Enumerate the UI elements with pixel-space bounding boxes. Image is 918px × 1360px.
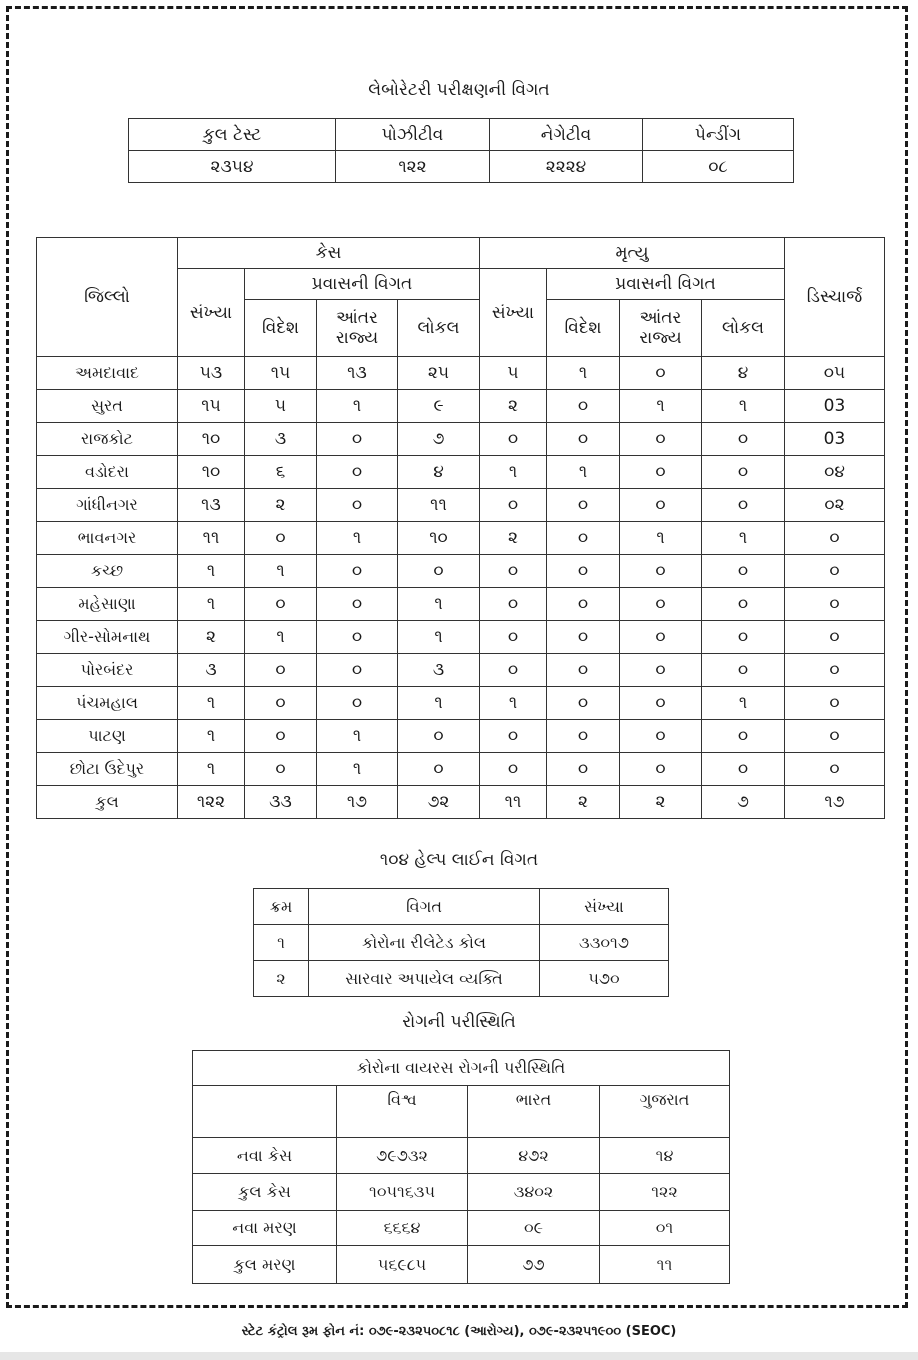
status-cell: ૭૭ [468, 1246, 600, 1284]
district-value-cell: ૦ [480, 555, 547, 588]
helpline-row [254, 925, 669, 961]
district-value-cell: ૭૨ [398, 786, 480, 819]
district-value-cell: ૦ [620, 423, 702, 456]
district-value-cell: ૧૫ [178, 390, 245, 423]
district-value-cell: ૦ [702, 621, 785, 654]
helpline-cell: સારવાર અપાયેલ વ્યક્તિ [309, 961, 540, 997]
district-value-cell: ૦ [480, 654, 547, 687]
disease-title: રોગની પરીસ્થિતિ [402, 1012, 516, 1032]
district-value-cell: ૦ [317, 423, 398, 456]
district-value-cell: ૦ [547, 522, 620, 555]
cases-local-header: લોકલ [398, 300, 480, 357]
district-value-cell: ૧૦ [178, 423, 245, 456]
district-value-cell: ૫ [480, 357, 547, 390]
district-value-cell: ૧૧ [178, 522, 245, 555]
district-value-cell: ૦ [317, 654, 398, 687]
district-value-cell: ૦ [480, 753, 547, 786]
district-value-cell: ૨ [480, 522, 547, 555]
district-value-cell: ૦ [702, 555, 785, 588]
district-value-cell: ૦ [702, 654, 785, 687]
district-value-cell: ૪ [702, 357, 785, 390]
status-table-title: કોરોના વાયરસ રોગની પરીસ્થિતિ [193, 1051, 730, 1086]
district-name-cell: સુરત [37, 390, 178, 423]
death-travel-header: પ્રવાસની વિગત [547, 269, 785, 300]
district-value-cell: ૦૨ [785, 489, 885, 522]
district-value-cell: ૨ [245, 489, 317, 522]
lab-results-table [128, 118, 794, 183]
district-value-cell: ૦ [620, 588, 702, 621]
district-name-cell: કુલ [37, 786, 178, 819]
district-value-cell: ૦ [620, 357, 702, 390]
district-value-cell: ૧ [317, 390, 398, 423]
district-name-cell: કચ્છ [37, 555, 178, 588]
district-value-cell: ૦૪ [785, 456, 885, 489]
district-value-cell: ૦ [702, 720, 785, 753]
district-row [37, 654, 885, 687]
district-name-cell: પોરબંદર [37, 654, 178, 687]
status-cell: નવા કેસ [193, 1138, 337, 1174]
district-value-cell: ૦ [785, 654, 885, 687]
cases-count-header: સંખ્યા [178, 269, 245, 357]
district-name-cell: ભાવનગર [37, 522, 178, 555]
death-local-header: લોકલ [702, 300, 785, 357]
status-cell: કુલ કેસ [193, 1174, 337, 1211]
district-value-cell: ૦ [245, 720, 317, 753]
district-value-cell: ૧ [178, 588, 245, 621]
district-value-cell: ૦ [480, 621, 547, 654]
district-value-cell: ૧૧ [480, 786, 547, 819]
district-value-cell: ૧૨૨ [178, 786, 245, 819]
district-value-cell: ૧ [317, 522, 398, 555]
district-value-cell: ૦ [702, 456, 785, 489]
district-value-cell: ૧૩ [317, 357, 398, 390]
disease-status-table [192, 1050, 730, 1284]
district-value-cell: ૦ [785, 720, 885, 753]
helpline-cell: ૩૩૦૧૭ [540, 925, 669, 961]
district-value-cell: ૦ [547, 588, 620, 621]
district-value-cell: ૩ [178, 654, 245, 687]
district-value-cell: ૨ [178, 621, 245, 654]
district-value-cell: ૦ [785, 555, 885, 588]
cases-header: કેસ [178, 238, 480, 269]
district-value-cell: ૦ [785, 588, 885, 621]
district-value-cell: ૧ [547, 357, 620, 390]
district-header: જિલ્લો [37, 238, 178, 357]
lab-value-cell: ૧૨૨ [336, 151, 490, 183]
status-cell: ૦૧ [600, 1211, 730, 1246]
district-name-cell: રાજકોટ [37, 423, 178, 456]
district-cases-table [36, 237, 885, 819]
district-value-cell: ૦ [317, 621, 398, 654]
district-value-cell: ૧ [702, 687, 785, 720]
district-value-cell: ૭ [702, 786, 785, 819]
lab-header-cell: કુલ ટેસ્ટ [129, 119, 336, 151]
district-value-cell: ૯ [398, 390, 480, 423]
district-name-cell: પાટણ [37, 720, 178, 753]
helpline-cell: ૫૭૦ [540, 961, 669, 997]
death-interstate-header: આંતર રાજ્ય [620, 300, 702, 357]
district-value-cell: ૦ [317, 555, 398, 588]
lab-title: લેબોરેટરી પરીક્ષણની વિગત [368, 80, 550, 100]
district-value-cell: ૦ [480, 423, 547, 456]
district-row [37, 555, 885, 588]
district-value-cell: ૦ [620, 687, 702, 720]
helpline-row [254, 961, 669, 997]
district-value-cell: ૩ [245, 423, 317, 456]
district-name-cell: પંચમહાલ [37, 687, 178, 720]
district-value-cell: ૦ [317, 687, 398, 720]
status-header-cell [193, 1086, 337, 1138]
helpline-cell: કોરોના રીલેટેડ કોલ [309, 925, 540, 961]
helpline-title: ૧૦૪ હેલ્પ લાઈન વિગત [379, 850, 539, 870]
district-value-cell: ૦ [547, 390, 620, 423]
district-value-cell: ૦ [547, 687, 620, 720]
control-room-phone: સ્ટેટ કંટ્રોલ રૂમ ફોન નં: ૦૭૯-૨૩૨૫૦૮૧૮ (આરોગ્ય), ૦૭૯-૨૩૨૫૧૯૦૦ (SEOC) [241, 1324, 677, 1339]
district-value-cell: ૧ [178, 687, 245, 720]
death-foreign-header: વિદેશ [547, 300, 620, 357]
lab-value-cell: ૨૨૨૪ [490, 151, 643, 183]
district-value-cell: ૧ [547, 456, 620, 489]
district-value-cell: ૨ [547, 786, 620, 819]
district-value-cell: ૦ [547, 489, 620, 522]
district-value-cell: ૧૦ [398, 522, 480, 555]
district-row [37, 753, 885, 786]
district-value-cell: ૧ [398, 687, 480, 720]
discharge-header: ડિસ્ચાર્જ [785, 238, 885, 357]
district-value-cell: 03 [785, 423, 885, 456]
district-name-cell: વડોદરા [37, 456, 178, 489]
lab-header-cell: પેન્ડીંગ [643, 119, 794, 151]
district-value-cell: ૦ [620, 720, 702, 753]
district-value-cell: ૧ [398, 621, 480, 654]
status-cell: ૪૭૨ [468, 1138, 600, 1174]
helpline-cell: ૧ [254, 925, 309, 961]
district-row [37, 390, 885, 423]
district-value-cell: ૦ [785, 621, 885, 654]
district-value-cell: ૧૩ [178, 489, 245, 522]
status-cell: ૧૦૫૧૬૩૫ [337, 1174, 468, 1211]
district-name-cell: ગાંધીનગર [37, 489, 178, 522]
district-value-cell: ૦ [702, 423, 785, 456]
helpline-header-cell: વિગત [309, 889, 540, 925]
district-value-cell: ૦૫ [785, 357, 885, 390]
district-value-cell: ૧૭ [317, 786, 398, 819]
district-value-cell: ૧ [317, 753, 398, 786]
total-row [37, 786, 885, 819]
status-cell: ૭૯૭૩૨ [337, 1138, 468, 1174]
death-header: મૃત્યુ [480, 238, 785, 269]
district-value-cell: ૧ [620, 522, 702, 555]
district-value-cell: ૦ [547, 753, 620, 786]
district-value-cell: ૧ [245, 555, 317, 588]
status-cell: ૫૬૯૮૫ [337, 1246, 468, 1284]
status-header-cell: ભારત [468, 1086, 600, 1138]
district-row [37, 621, 885, 654]
district-value-cell: ૦ [620, 555, 702, 588]
district-name-cell: મહેસાણા [37, 588, 178, 621]
cases-interstate-header: આંતર રાજ્ય [317, 300, 398, 357]
status-row [193, 1211, 730, 1246]
district-value-cell: ૦ [547, 654, 620, 687]
district-value-cell: ૧ [178, 753, 245, 786]
district-value-cell: ૧ [620, 390, 702, 423]
district-value-cell: ૦ [785, 522, 885, 555]
district-value-cell: ૧ [398, 588, 480, 621]
district-value-cell: ૧ [702, 522, 785, 555]
district-value-cell: ૦ [702, 489, 785, 522]
district-value-cell: ૦ [620, 654, 702, 687]
district-value-cell: ૦ [785, 687, 885, 720]
status-row [193, 1138, 730, 1174]
cases-foreign-header: વિદેશ [245, 300, 317, 357]
district-row [37, 720, 885, 753]
district-value-cell: ૧૭ [785, 786, 885, 819]
helpline-header-cell: ક્રમ [254, 889, 309, 925]
district-value-cell: ૦ [317, 489, 398, 522]
status-header-cell: વિશ્વ [337, 1086, 468, 1138]
district-value-cell: ૧ [480, 456, 547, 489]
district-value-cell: ૦ [245, 522, 317, 555]
status-cell: નવા મરણ [193, 1211, 337, 1246]
district-row [37, 522, 885, 555]
status-cell: ૦૯ [468, 1211, 600, 1246]
district-value-cell: ૪ [398, 456, 480, 489]
district-value-cell: ૧ [480, 687, 547, 720]
district-row [37, 456, 885, 489]
district-row [37, 687, 885, 720]
district-row [37, 423, 885, 456]
status-header-cell: ગુજરાત [600, 1086, 730, 1138]
lab-header-row [129, 119, 794, 151]
status-row [193, 1174, 730, 1211]
district-value-cell: ૦ [547, 423, 620, 456]
district-value-cell: ૦ [317, 456, 398, 489]
district-value-cell: ૦ [547, 621, 620, 654]
district-value-cell: ૧ [317, 720, 398, 753]
district-value-cell: ૩૩ [245, 786, 317, 819]
district-value-cell: ૦ [702, 588, 785, 621]
district-row [37, 489, 885, 522]
district-value-cell: ૧૫ [245, 357, 317, 390]
district-value-cell: ૦ [398, 555, 480, 588]
district-value-cell: ૨ [620, 786, 702, 819]
district-value-cell: ૦ [245, 654, 317, 687]
district-row [37, 588, 885, 621]
district-value-cell: ૫ [245, 390, 317, 423]
lab-header-cell: નેગેટીવ [490, 119, 643, 151]
district-value-cell: ૫૩ [178, 357, 245, 390]
helpline-cell: ૨ [254, 961, 309, 997]
status-row [193, 1246, 730, 1284]
district-value-cell: ૦ [620, 489, 702, 522]
district-value-cell: ૧ [702, 390, 785, 423]
helpline-header-cell: સંખ્યા [540, 889, 669, 925]
death-count-header: સંખ્યા [480, 269, 547, 357]
district-value-cell: ૦ [398, 720, 480, 753]
district-value-cell: ૦ [480, 720, 547, 753]
status-cell: ૧૪ [600, 1138, 730, 1174]
status-cell: ૬૬૬૪ [337, 1211, 468, 1246]
district-value-cell: ૦ [245, 753, 317, 786]
district-value-cell: ૬ [245, 456, 317, 489]
district-value-cell: ૧ [178, 720, 245, 753]
district-value-cell: ૦ [245, 687, 317, 720]
district-value-cell: ૦ [547, 720, 620, 753]
district-value-cell: ૩ [398, 654, 480, 687]
district-value-cell: ૦ [398, 753, 480, 786]
district-value-cell: ૨૫ [398, 357, 480, 390]
district-row [37, 357, 885, 390]
district-value-cell: ૨ [480, 390, 547, 423]
district-value-cell: 03 [785, 390, 885, 423]
district-value-cell: ૦ [480, 588, 547, 621]
status-cell: ૧૨૨ [600, 1174, 730, 1211]
lab-value-cell: ૦૮ [643, 151, 794, 183]
bottom-strip [0, 1352, 918, 1360]
district-value-cell: ૦ [620, 753, 702, 786]
district-value-cell: ૧ [245, 621, 317, 654]
district-name-cell: અમદાવાદ [37, 357, 178, 390]
district-name-cell: ગીર-સોમનાથ [37, 621, 178, 654]
district-value-cell: ૭ [398, 423, 480, 456]
helpline-table [253, 888, 669, 997]
status-cell: કુલ મરણ [193, 1246, 337, 1284]
district-value-cell: ૦ [620, 621, 702, 654]
helpline-header-row [254, 889, 669, 925]
status-cell: ૩૪૦૨ [468, 1174, 600, 1211]
district-name-cell: છોટા ઉદેપુર [37, 753, 178, 786]
district-value-cell: ૧ [178, 555, 245, 588]
district-value-cell: ૧૦ [178, 456, 245, 489]
lab-value-cell: ૨૩૫૪ [129, 151, 336, 183]
status-cell: ૧૧ [600, 1246, 730, 1284]
district-value-cell: ૧૧ [398, 489, 480, 522]
district-value-cell: ૦ [785, 753, 885, 786]
district-value-cell: ૦ [480, 489, 547, 522]
lab-header-cell: પોઝીટીવ [336, 119, 490, 151]
district-value-cell: ૦ [702, 753, 785, 786]
district-value-cell: ૦ [245, 588, 317, 621]
district-value-cell: ૦ [547, 555, 620, 588]
cases-travel-header: પ્રવાસની વિગત [245, 269, 480, 300]
district-value-cell: ૦ [620, 456, 702, 489]
district-value-cell: ૦ [317, 588, 398, 621]
lab-value-row [129, 151, 794, 183]
